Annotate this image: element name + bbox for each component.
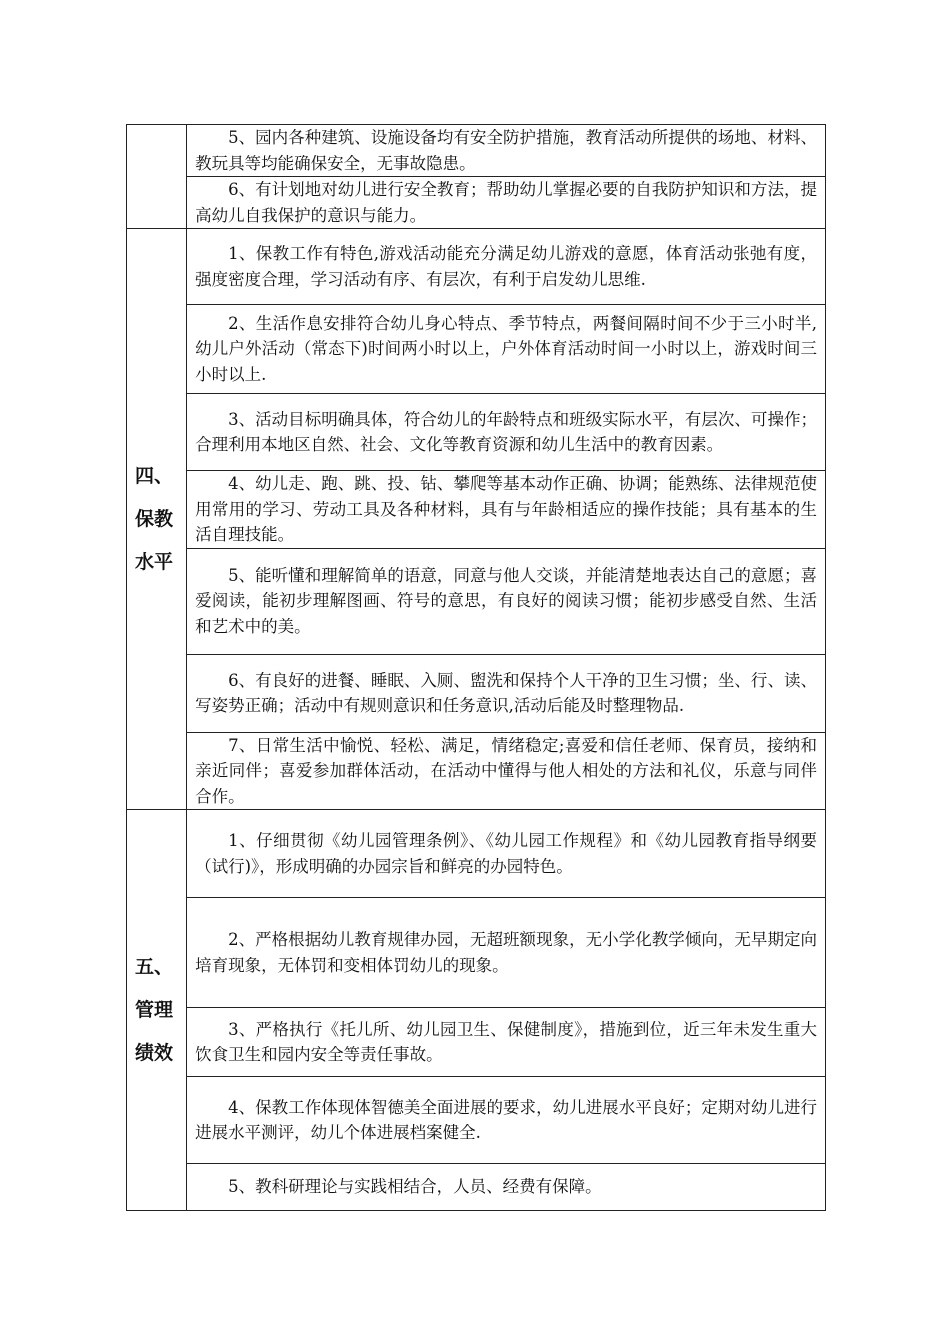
criteria-item: 5、能听懂和理解简单的语意，同意与他人交谈，并能清楚地表达自己的意愿；喜爱阅读，能初步理解图画、符号的意思，有良好的阅读习惯；能初步感受自然、生活和艺术中的美。 [187, 548, 826, 654]
table-row [127, 471, 826, 549]
table-row [127, 1008, 826, 1077]
category-label-line: 五、 [135, 955, 174, 978]
criteria-item: 4、保教工作体现体智德美全面进展的要求，幼儿进展水平良好；定期对幼儿进行进展水平测评，幼儿个体进展档案健全. [187, 1077, 826, 1164]
table-row [127, 177, 826, 229]
criteria-item: 4、幼儿走、跑、跳、投、钻、攀爬等基本动作正确、协调；能熟练、法律规范使用常用的学习、劳动工具及各种材料，具有与年龄相适应的操作技能；具有基本的生活自理技能。 [187, 471, 826, 549]
criteria-item: 3、严格执行《托儿所、幼儿园卫生、保健制度》，措施到位，近三年未发生重大饮食卫生和园内安全等责任事故。 [187, 1008, 826, 1077]
table-row [127, 898, 826, 1008]
criteria-item: 6、有良好的进餐、睡眠、入厕、盥洗和保持个人干净的卫生习惯；坐、行、读、写姿势正确；活动中有规则意识和任务意识,活动后能及时整理物品. [187, 654, 826, 732]
evaluation-table [126, 124, 826, 1211]
table-row [127, 810, 826, 898]
criteria-item: 5、园内各种建筑、设施设备均有安全防护措施，教育活动所提供的场地、材料、教玩具等均能确保安全，无事故隐患。 [187, 125, 826, 177]
table-row [127, 125, 826, 177]
criteria-item: 1、仔细贯彻《幼儿园管理条例》、《幼儿园工作规程》和《幼儿园教育指导纲要（试行)》，形成明确的办园宗旨和鲜亮的办园特色。 [187, 810, 826, 898]
criteria-item: 5、教科研理论与实践相结合，人员、经费有保障。 [187, 1164, 826, 1211]
criteria-item: 3、活动目标明确具体，符合幼儿的年龄特点和班级实际水平，有层次、可操作；合理利用本地区自然、社会、文化等教育资源和幼儿生活中的教育因素。 [187, 394, 826, 471]
criteria-item: 2、生活作息安排符合幼儿身心特点、季节特点，两餐间隔时间不少于三小时半,幼儿户外活动（常态下)时间两小时以上，户外体育活动时间一小时以上，游戏时间三小时以上. [187, 305, 826, 394]
table-row [127, 394, 826, 471]
criteria-item: 7、日常生活中愉悦、轻松、满足，情绪稳定;喜爱和信任老师、保育员，接纳和亲近同伴；喜爱参加群体活动，在活动中懂得与他人相处的方法和礼仪，乐意与同伴合作。 [187, 732, 826, 810]
category-cell-empty [127, 125, 187, 229]
category-label-line: 水平 [135, 550, 174, 573]
table-row [127, 1164, 826, 1211]
criteria-item: 6、有计划地对幼儿进行安全教育；帮助幼儿掌握必要的自我防护知识和方法，提高幼儿自我保护的意识与能力。 [187, 177, 826, 229]
category-label-line: 保教 [135, 507, 174, 530]
table-row [127, 1077, 826, 1164]
category-label-line: 四、 [135, 464, 174, 487]
category-label-line: 管理 [135, 998, 174, 1021]
category-cell-management [127, 810, 187, 1211]
table-row [127, 548, 826, 654]
category-cell-teaching [127, 229, 187, 810]
table-row [127, 305, 826, 394]
criteria-item: 1、保教工作有特色,游戏活动能充分满足幼儿游戏的意愿，体育活动张弛有度，强度密度合理，学习活动有序、有层次，有利于启发幼儿思维. [187, 229, 826, 305]
table-row [127, 654, 826, 732]
table-row [127, 229, 826, 305]
category-label-line: 绩效 [135, 1041, 174, 1064]
criteria-item: 2、严格根据幼儿教育规律办园，无超班额现象，无小学化教学倾向，无早期定向培育现象，无体罚和变相体罚幼儿的现象。 [187, 898, 826, 1008]
table-row [127, 732, 826, 810]
